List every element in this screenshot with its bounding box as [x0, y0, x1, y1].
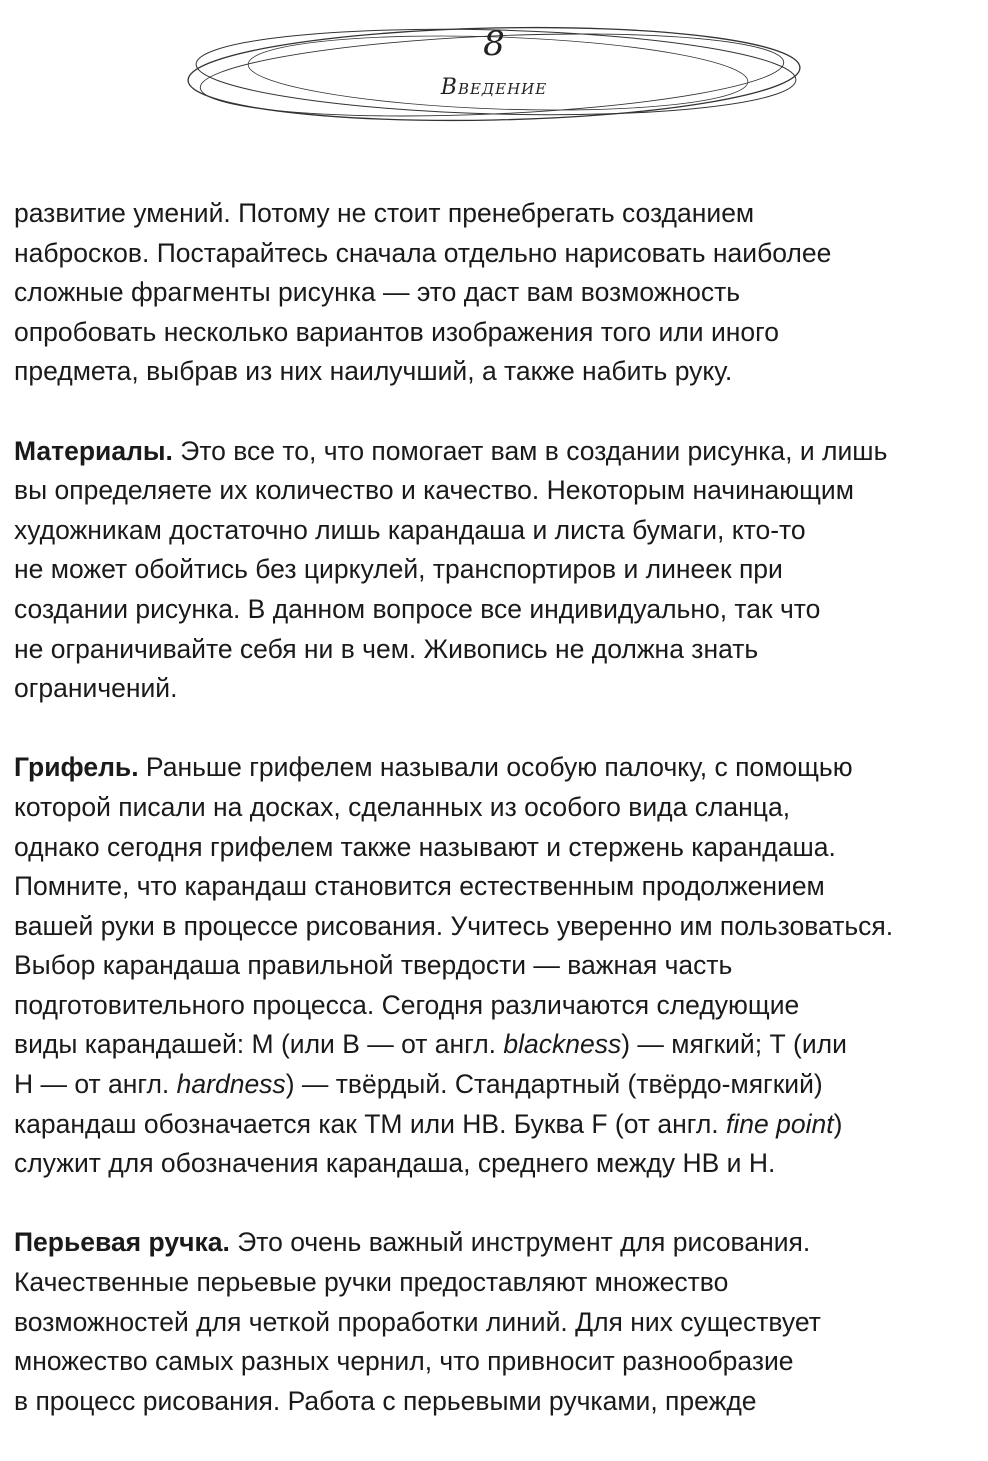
text-line: ограничений.	[14, 673, 178, 704]
text-line: Выбор карандаша правильной твердости — важная часть	[14, 950, 733, 981]
text-line: не ограничивайте себя ни в чем. Живопись не должна знать	[14, 633, 759, 664]
term-fountain-pen: Перьевая ручка.	[14, 1227, 230, 1258]
page-number: 8	[483, 24, 505, 64]
paragraph-graphite	[14, 748, 978, 1184]
italic-term: blackness	[503, 1029, 622, 1060]
text-line: вашей руки в процессе рисования. Учитесь уверенно им пользоваться.	[14, 910, 894, 941]
text-line: подготовительного процесса. Сегодня различаются следующие	[14, 989, 800, 1020]
section-title: Введение	[440, 75, 548, 100]
text-line: которой писали на досках, сделанных из особого вида сланца,	[14, 791, 791, 822]
text-line: Качественные перьевые ручки предоставляют множество	[14, 1267, 729, 1298]
text-line: развитие умений. Потому не стоит пренебрегать созданием	[14, 198, 755, 228]
text-line: создании рисунка. В данном вопросе все индивидуально, так что	[14, 593, 821, 624]
text-line: множество самых разных чернил, что привносит разнообразие	[14, 1346, 794, 1377]
text-line: вы определяете их количество и качество. Некоторым начинающим	[14, 475, 854, 506]
text-line: сложные фрагменты рисунка — это даст вам возможность	[14, 277, 741, 308]
body-text	[14, 194, 978, 1461]
text-line: виды карандашей: М (или В — от англ. blackness) — мягкий; Т (или	[14, 1029, 847, 1060]
text-line: Материалы. Это все то, что помогает вам в создании рисунка, и лишь	[14, 435, 888, 466]
text-line: возможностей для четкой проработки линий. Для них существует	[14, 1306, 821, 1337]
page-header	[180, 18, 808, 128]
text-line: Н — от англ. hardness) — твёрдый. Стандартный (твёрдо-мягкий)	[14, 1069, 823, 1100]
paragraph-intro	[14, 194, 978, 392]
text-line: однако сегодня грифелем также называют и стержень карандаша.	[14, 831, 836, 862]
term-materials: Материалы.	[14, 435, 173, 466]
text-line: служит для обозначения карандаша, среднего между НВ и Н.	[14, 1148, 776, 1179]
text-line: предмета, выбрав из них наилучший, а также набить руку.	[14, 356, 733, 387]
text-line: Перьевая ручка. Это очень важный инструмент для рисования.	[14, 1227, 811, 1258]
italic-term: fine point	[726, 1108, 834, 1139]
text-line: карандаш обозначается как ТМ или НВ. Буква F (от англ. fine point)	[14, 1108, 843, 1139]
text-line: не может обойтись без циркулей, транспортиров и линеек при	[14, 554, 783, 585]
text-line: в процесс рисования. Работа с перьевыми ручками, прежде	[14, 1385, 757, 1416]
term-graphite: Грифель.	[14, 752, 139, 783]
text-line: набросков. Постарайтесь сначала отдельно нарисовать наиболее	[14, 237, 832, 268]
text-line: Грифель. Раньше грифелем называли особую палочку, с помощью	[14, 752, 853, 783]
text-line: опробовать несколько вариантов изображения того или иного	[14, 316, 779, 347]
italic-term: hardness	[176, 1069, 286, 1100]
text-line: художникам достаточно лишь карандаша и листа бумаги, кто-то	[14, 514, 806, 545]
paragraph-fountain-pen	[14, 1223, 978, 1421]
paragraph-materials	[14, 432, 978, 709]
text-line: Помните, что карандаш становится естественным продолжением	[14, 871, 825, 902]
